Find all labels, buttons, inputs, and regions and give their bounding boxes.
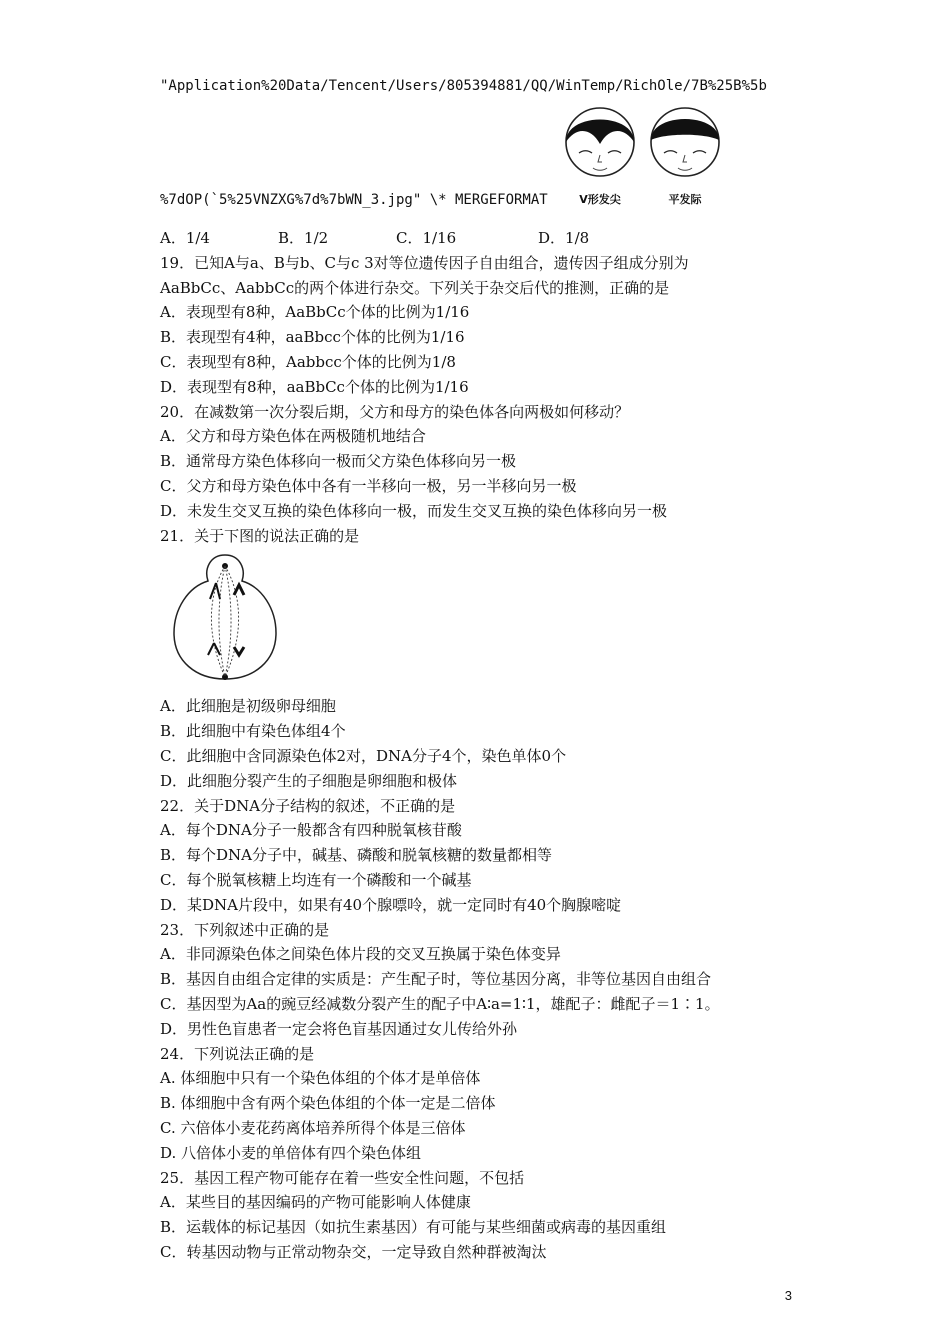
q19-stem-2: AaBbCc、AabbCc的两个体进行杂交。下列关于杂交后代的推测，正确的是 bbox=[160, 278, 670, 297]
q22-option-d: D．某DNA片段中，如果有40个腺嘌呤，就一定同时有40个胸腺嘧啶 bbox=[160, 895, 622, 914]
cell-division-figure bbox=[170, 551, 280, 686]
field-code-path-line-1: "Application%20Data/Tencent/Users/805394881/QQ/WinTemp/RichOle/7B%25B%5b bbox=[160, 78, 767, 94]
q21-option-d: D．此细胞分裂产生的子细胞是卵细胞和极体 bbox=[160, 771, 458, 790]
q24-option-c: C. 六倍体小麦花药离体培养所得个体是三倍体 bbox=[160, 1118, 466, 1137]
q24-option-b: B. 体细胞中含有两个染色体组的个体一定是二倍体 bbox=[160, 1094, 496, 1113]
q21-option-c: C．此细胞中含同源染色体2对，DNA分子4个，染色单体0个 bbox=[160, 746, 567, 765]
q23-option-c: C．基因型为Aa的豌豆经减数分裂产生的配子中A∶a=1∶1，雄配子：雌配子＝1∶1。 bbox=[160, 994, 720, 1013]
q18-option-b: B．1/2 bbox=[278, 229, 329, 247]
q25-option-b: B．运载体的标记基因（如抗生素基因）有可能与某些细菌或病毒的基因重组 bbox=[160, 1218, 667, 1237]
q21-option-a: A．此细胞是初级卵母细胞 bbox=[160, 697, 336, 716]
straight-hairline-label: 平发际 bbox=[668, 193, 702, 206]
q19-option-c: C．表现型有8种，Aabbcc个体的比例为1/8 bbox=[160, 352, 456, 371]
q23-option-a: A．非同源染色体之间染色体片段的交叉互换属于染色体变异 bbox=[160, 945, 561, 964]
q22-option-c: C．每个脱氧核糖上均连有一个磷酸和一个碱基 bbox=[160, 870, 472, 889]
field-code-path-line-2: %7dOP(`5%25VNZXG%7d%7bWN_3.jpg" \* MERGEFORMAT bbox=[160, 192, 548, 208]
q20-stem: 20．在减数第一次分裂后期，父方和母方的染色体各向两极如何移动？ bbox=[160, 402, 630, 421]
q19-option-a: A．表现型有8种，AaBbCc个体的比例为1/16 bbox=[160, 303, 470, 322]
q18-option-c: C．1/16 bbox=[396, 229, 457, 247]
q23-option-b: B．基因自由组合定律的实质是：产生配子时，等位基因分离，非等位基因自由组合 bbox=[160, 970, 712, 989]
q20-option-c: C．父方和母方染色体中各有一半移向一极，另一半移向另一极 bbox=[160, 476, 577, 495]
page-number: 3 bbox=[784, 1288, 792, 1303]
q25-option-c: C．转基因动物与正常动物杂交，一定导致自然种群被淘汰 bbox=[160, 1242, 547, 1261]
q23-stem: 23．下列叙述中正确的是 bbox=[160, 920, 330, 939]
q23-option-d: D．男性色盲患者一定会将色盲基因通过女儿传给外孙 bbox=[160, 1019, 518, 1038]
q18-options bbox=[160, 226, 800, 251]
q18-option-d: D．1/8 bbox=[538, 229, 590, 247]
q21-stem: 21．关于下图的说法正确的是 bbox=[160, 526, 360, 545]
hairline-figure bbox=[555, 100, 730, 212]
q19-option-b: B．表现型有4种，aaBbcc个体的比例为1/16 bbox=[160, 328, 465, 347]
q24-option-a: A. 体细胞中只有一个染色体组的个体才是单倍体 bbox=[160, 1069, 481, 1088]
q24-stem: 24．下列说法正确的是 bbox=[160, 1044, 315, 1063]
q22-stem: 22．关于DNA分子结构的叙述，不正确的是 bbox=[160, 796, 456, 815]
straight-hairline-head bbox=[651, 108, 719, 176]
q22-option-a: A．每个DNA分子一般都含有四种脱氧核苷酸 bbox=[160, 821, 462, 840]
q19-stem-1: 19．已知A与a、B与b、C与c 3对等位遗传因子自由组合，遗传因子组成分别为 bbox=[160, 253, 689, 272]
v-hairline-head bbox=[566, 108, 634, 176]
q19-option-d: D．表现型有8种，aaBbCc个体的比例为1/16 bbox=[160, 377, 469, 396]
q20-option-b: B．通常母方染色体移向一极而父方染色体移向另一极 bbox=[160, 452, 517, 471]
question-content bbox=[160, 226, 800, 1265]
v-hairline-label: V形发尖 bbox=[579, 193, 621, 206]
q21-option-b: B．此细胞中有染色体组4个 bbox=[160, 722, 346, 741]
q25-option-a: A．某些目的基因编码的产物可能影响人体健康 bbox=[160, 1193, 471, 1212]
q18-option-a: A．1/4 bbox=[160, 229, 210, 247]
q20-option-d: D．未发生交叉互换的染色体移向一极，而发生交叉互换的染色体移向另一极 bbox=[160, 501, 668, 520]
q24-option-d: D. 八倍体小麦的单倍体有四个染色体组 bbox=[160, 1143, 422, 1162]
q22-option-b: B．每个DNA分子中，碱基、磷酸和脱氧核糖的数量都相等 bbox=[160, 846, 553, 865]
q25-stem: 25．基因工程产物可能存在着一些安全性问题，不包括 bbox=[160, 1168, 525, 1187]
q20-option-a: A．父方和母方染色体在两极随机地结合 bbox=[160, 427, 426, 446]
